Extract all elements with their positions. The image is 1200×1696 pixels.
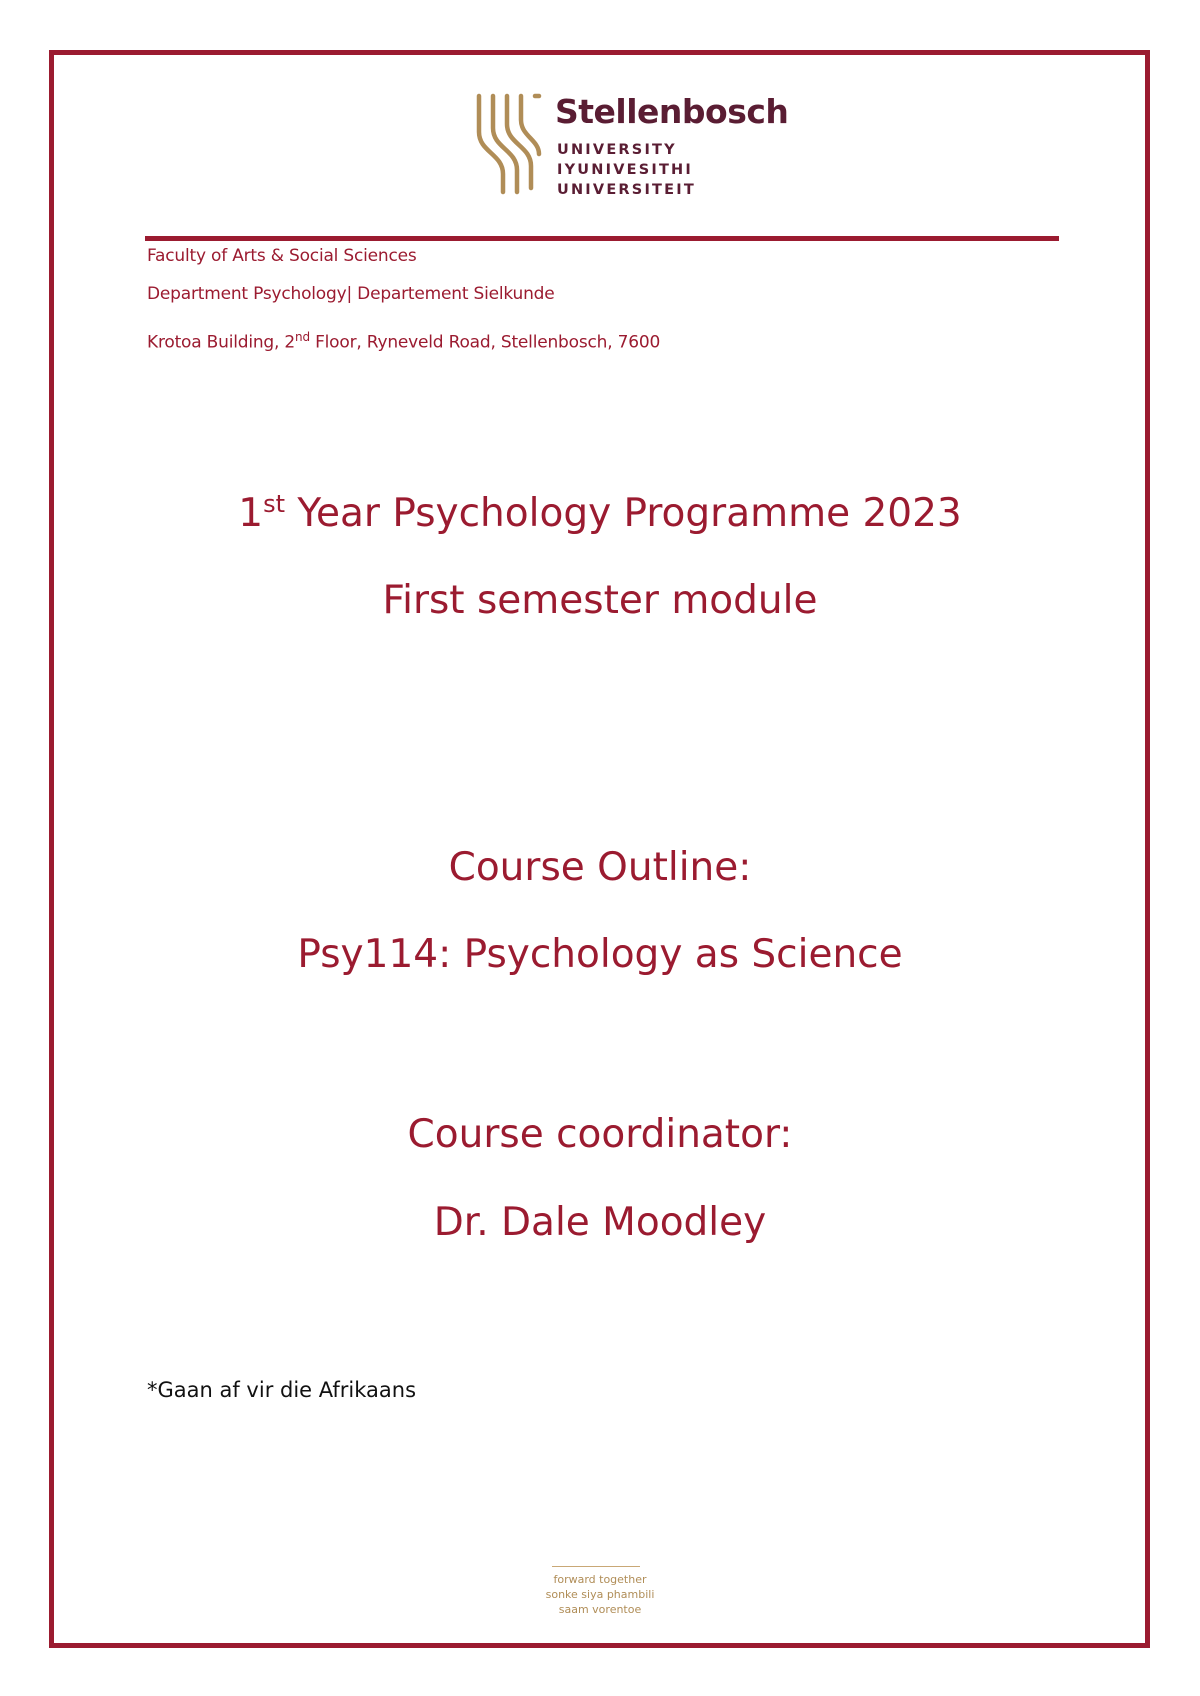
faculty-line: Faculty of Arts & Social Sciences <box>147 246 417 266</box>
coordinator-name: Dr. Dale Moodley <box>433 1200 767 1245</box>
university-logo <box>473 92 789 198</box>
footer-motto-afrikaans: saam vorentoe <box>558 1603 642 1616</box>
logo-line-afrikaans: UNIVERSITEIT <box>557 182 696 198</box>
header-divider <box>145 236 1059 241</box>
coordinator-label: Course coordinator: <box>407 1112 793 1157</box>
logo-line-english: UNIVERSITY <box>557 142 677 158</box>
address-suffix: Floor, Ryneveld Road, Stellenbosch, 7600 <box>309 332 661 353</box>
logo-emblem-icon <box>473 92 545 196</box>
address-ordinal: nd <box>295 330 310 344</box>
language-note: *Gaan af vir die Afrikaans <box>147 1378 417 1402</box>
course-name: Psy114: Psychology as Science <box>297 932 903 977</box>
programme-title-text: Year Psychology Programme 2023 <box>285 491 962 536</box>
department-line: Department Psychology| Departement Sielkunde <box>147 284 555 304</box>
programme-title <box>0 490 1200 536</box>
address-line <box>147 330 660 353</box>
programme-year-ordinal: st <box>263 490 285 518</box>
logo-line-xhosa: IYUNIVESITHI <box>557 162 693 178</box>
address-prefix: Krotoa Building, 2 <box>147 332 296 353</box>
footer-motto-english: forward together <box>553 1573 647 1586</box>
footer-motto-xhosa: sonke siya phambili <box>545 1588 655 1601</box>
semester-subtitle: First semester module <box>382 578 818 623</box>
logo-name: Stellenbosch <box>555 92 789 131</box>
programme-year-number: 1 <box>238 491 264 536</box>
course-outline-label: Course Outline: <box>448 845 752 890</box>
footer-divider <box>552 1566 640 1567</box>
